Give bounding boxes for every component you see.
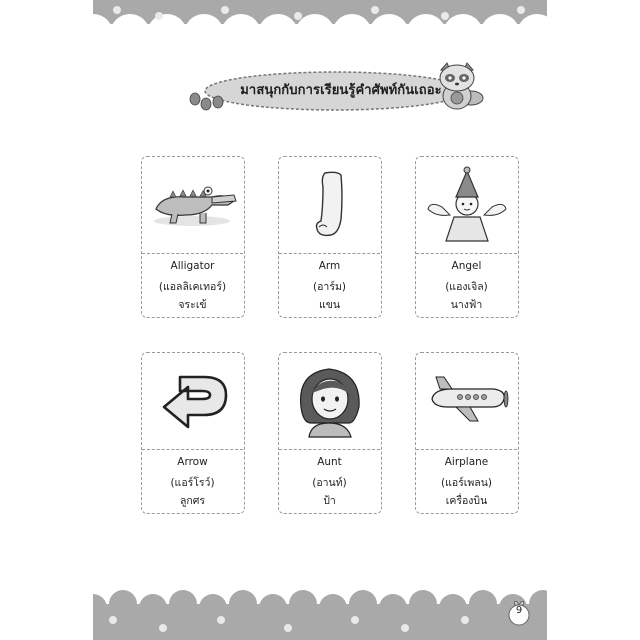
english-word: Arrow [177, 456, 208, 468]
thai-meaning: แขน [318, 299, 341, 311]
thai-pronunciation: (อานท์) [312, 477, 347, 489]
english-word: Arm [318, 260, 341, 272]
english-word: Airplane [444, 456, 489, 468]
thai-pronunciation: (แอร์โรว์) [170, 477, 215, 489]
vocab-card-aunt [278, 352, 382, 514]
card-divider [279, 253, 380, 254]
english-word: Angel [451, 260, 482, 272]
raccoon-mascot-icon [433, 60, 485, 112]
page-number: 9 [515, 605, 523, 616]
card-divider [416, 449, 517, 450]
bottom-decorative-band [93, 590, 547, 640]
top-decorative-band [93, 0, 547, 32]
vocab-card-arm [278, 156, 382, 318]
arm-icon [279, 157, 380, 253]
vocab-card-arrow [141, 352, 245, 514]
thai-pronunciation: (แอลลิเคเทอร์) [158, 281, 227, 293]
card-divider [416, 253, 517, 254]
vocab-card-alligator [141, 156, 245, 318]
english-word: Alligator [170, 260, 215, 272]
vocab-card-airplane [415, 352, 519, 514]
thai-pronunciation: (แองเจิล) [445, 281, 488, 293]
page-title: มาสนุกกับการเรียนรู้คำศัพท์กันเถอะ [240, 83, 442, 98]
angel-icon [416, 157, 517, 253]
arrow-icon [142, 353, 243, 449]
english-word: Aunt [317, 456, 342, 468]
thai-pronunciation: (อาร์ม) [313, 281, 346, 293]
workbook-page [93, 0, 547, 640]
thai-meaning: จระเข้ [178, 299, 207, 311]
vocab-card-angel [415, 156, 519, 318]
aunt-icon [279, 353, 380, 449]
airplane-icon [416, 353, 517, 449]
alligator-icon [142, 157, 243, 253]
thai-pronunciation: (แอร์เพลน) [440, 477, 493, 489]
thai-meaning: ป้า [323, 495, 336, 507]
card-divider [279, 449, 380, 450]
thai-meaning: เครื่องบิน [445, 495, 488, 507]
card-divider [142, 449, 243, 450]
thai-meaning: นางฟ้า [450, 299, 483, 311]
card-divider [142, 253, 243, 254]
thai-meaning: ลูกศร [179, 495, 206, 507]
